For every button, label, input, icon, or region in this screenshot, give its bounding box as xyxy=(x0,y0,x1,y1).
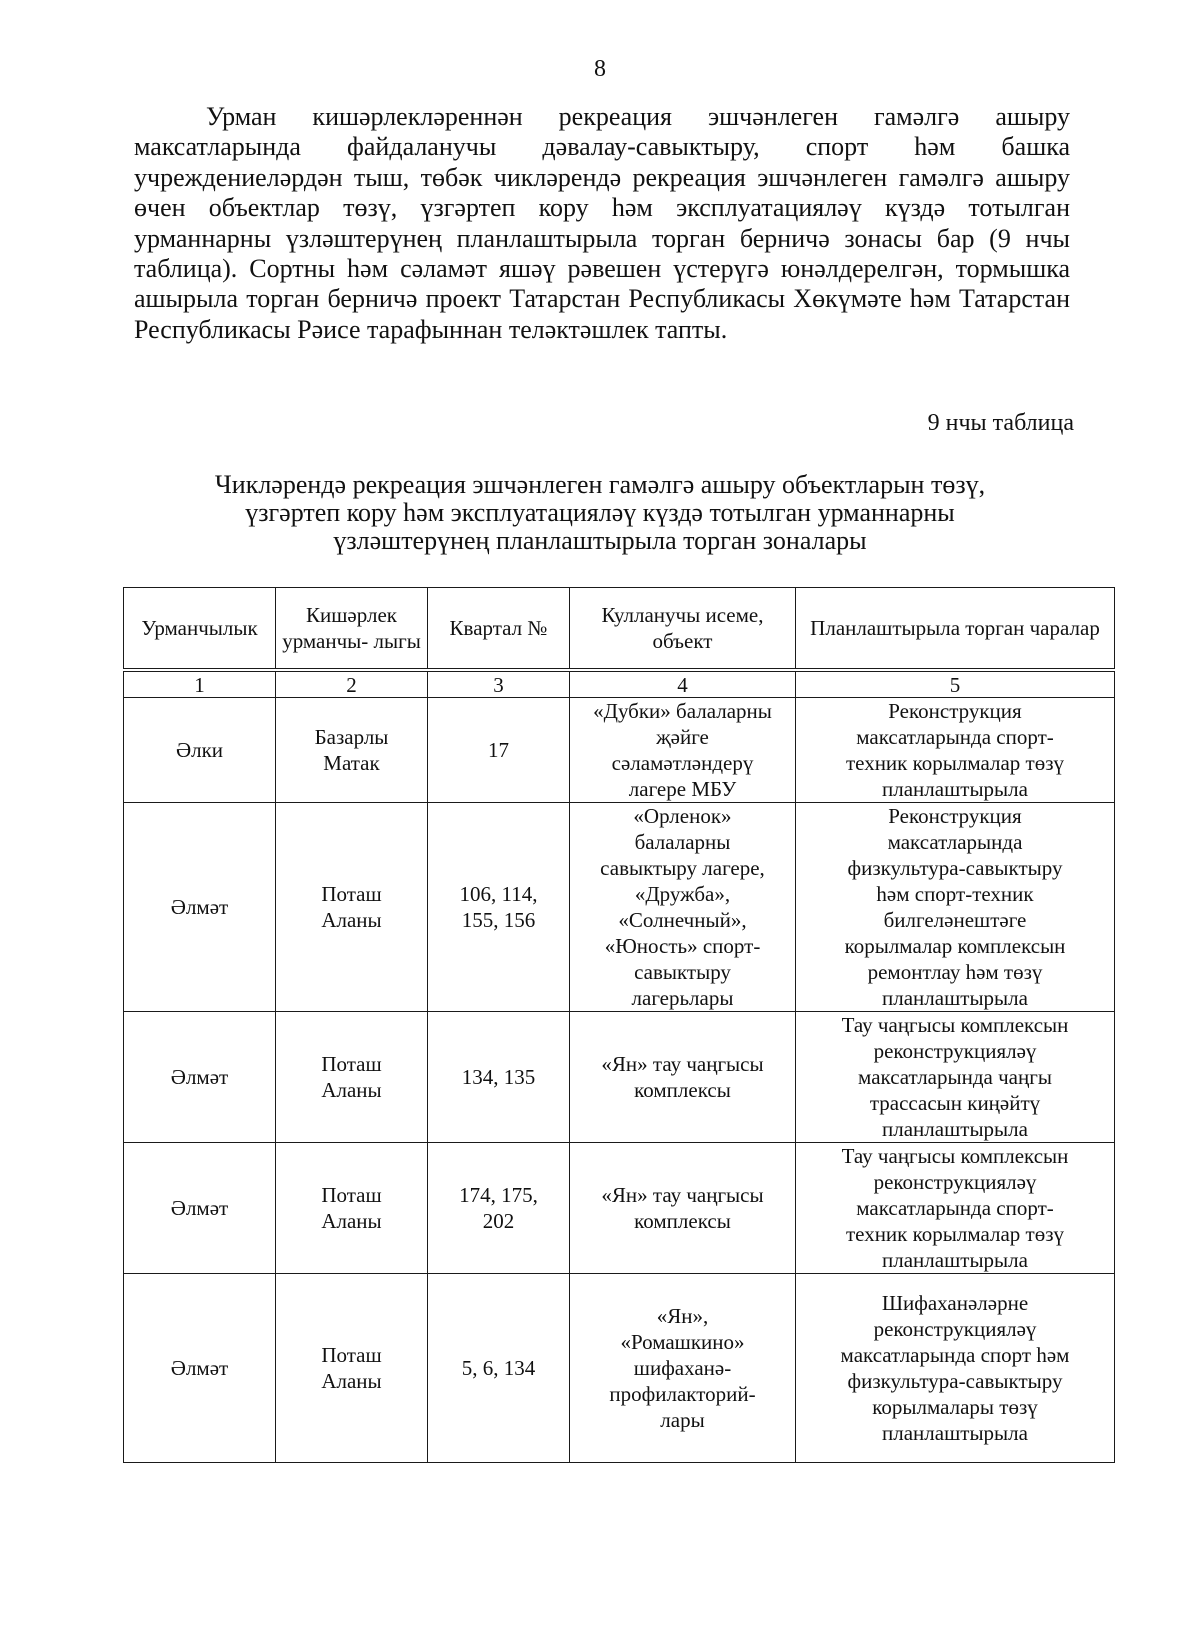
cell-measures: Тау чаңгысы комплексын реконструкцияләү максатларында чаңгы трассасын киңәйтү планлаштырыла xyxy=(796,1012,1115,1143)
header-forestry: Урманчылык xyxy=(124,588,276,671)
table-title xyxy=(130,471,1070,555)
column-number: 2 xyxy=(276,670,428,698)
column-number: 4 xyxy=(570,670,796,698)
cell-quarter: 134, 135 xyxy=(428,1012,570,1143)
cell-district: Базарлы Матак xyxy=(276,698,428,803)
cell-measures: Тау чаңгысы комплексын реконструкцияләү максатларында спорт- техник корылмалар төзү планлаштырыла xyxy=(796,1143,1115,1274)
cell-district: Поташ Аланы xyxy=(276,803,428,1012)
column-number-row xyxy=(124,670,1115,698)
cell-quarter: 106, 114, 155, 156 xyxy=(428,803,570,1012)
table-row xyxy=(124,803,1115,1012)
column-number: 1 xyxy=(124,670,276,698)
table-row xyxy=(124,1274,1115,1463)
cell-measures: Шифаханәләрне реконструкцияләү максатларында спорт һәм физкультура-савыктыру корылмалары төзү планлаштырыла xyxy=(796,1274,1115,1463)
cell-object: «Ян», «Ромашкино» шифаханә- профилакторий- лары xyxy=(570,1274,796,1463)
table-header-row xyxy=(124,588,1115,671)
recreation-zones-table xyxy=(123,587,1115,1463)
table-row xyxy=(124,698,1115,803)
cell-measures: Реконструкция максатларында физкультура-савыктыру һәм спорт-техник билгеләнештәге корылмалар комплексын ремонтлау һәм төзү планлаштырыла xyxy=(796,803,1115,1012)
table-label: 9 нчы таблица xyxy=(927,410,1074,436)
cell-object: «Ян» тау чаңгысы комплексы xyxy=(570,1012,796,1143)
table-title-line: үзләштерүнең планлаштырыла торган зоналары xyxy=(333,526,867,555)
cell-measures: Реконструкция максатларында спорт- техник корылмалар төзү планлаштырыла xyxy=(796,698,1115,803)
header-quarter: Квартал № xyxy=(428,588,570,671)
table-title-line: үзгәртеп кору һәм эксплуатацияләү күздә тотылган урманнарны xyxy=(245,498,955,527)
cell-quarter: 17 xyxy=(428,698,570,803)
cell-quarter: 174, 175, 202 xyxy=(428,1143,570,1274)
cell-object: «Ян» тау чаңгысы комплексы xyxy=(570,1143,796,1274)
table-row xyxy=(124,1143,1115,1274)
table-title-line: Чикләрендә рекреация эшчәнлеген гамәлгә ашыру объектларын төзү, xyxy=(214,470,986,499)
cell-quarter: 5, 6, 134 xyxy=(428,1274,570,1463)
cell-object: «Орленок» балаларны савыктыру лагере, «Дружба», «Солнечный», «Юность» спорт- савыктыру лагерьлары xyxy=(570,803,796,1012)
intro-paragraph: Урман кишәрлекләреннән рекреация эшчәнлеген гамәлгә ашыру максатларында файдаланучы дәвалау-савыктыру, спорт һәм башка учреждениеләрдән тыш, төбәк чикләрендә рекреация эшчәнлеген гамәлгә ашыру өчен объектлар төзү, үзгәртеп кору һәм эксплуатацияләү күздә тотылган урманнарны үзләштерүнең планлаштырыла торган берничә зонасы бар (9 нчы таблица). Сортны һәм сәламәт яшәү рәвешен үстерүгә юнәлдерелгән, тормышка ашырыла торган берничә проект Татарстан Республикасы Хөкүмәте һәм Татарстан Республикасы Рәисе тарафыннан теләктәшлек тапты. xyxy=(134,102,1070,344)
cell-district: Поташ Аланы xyxy=(276,1143,428,1274)
cell-district: Поташ Аланы xyxy=(276,1274,428,1463)
column-number: 5 xyxy=(796,670,1115,698)
header-planned-measures: Планлаштырыла торган чаралар xyxy=(796,588,1115,671)
cell-forestry: Әлмәт xyxy=(124,1012,276,1143)
column-number: 3 xyxy=(428,670,570,698)
header-user-object: Кулланучы исеме, объект xyxy=(570,588,796,671)
header-district-forestry: Кишәрлек урманчы- лыгы xyxy=(276,588,428,671)
cell-forestry: Әлки xyxy=(124,698,276,803)
cell-district: Поташ Аланы xyxy=(276,1012,428,1143)
cell-forestry: Әлмәт xyxy=(124,803,276,1012)
table-row xyxy=(124,1012,1115,1143)
page-number: 8 xyxy=(594,56,606,82)
cell-forestry: Әлмәт xyxy=(124,1143,276,1274)
cell-forestry: Әлмәт xyxy=(124,1274,276,1463)
cell-object: «Дубки» балаларны җәйге сәламәтләндерү лагере МБУ xyxy=(570,698,796,803)
